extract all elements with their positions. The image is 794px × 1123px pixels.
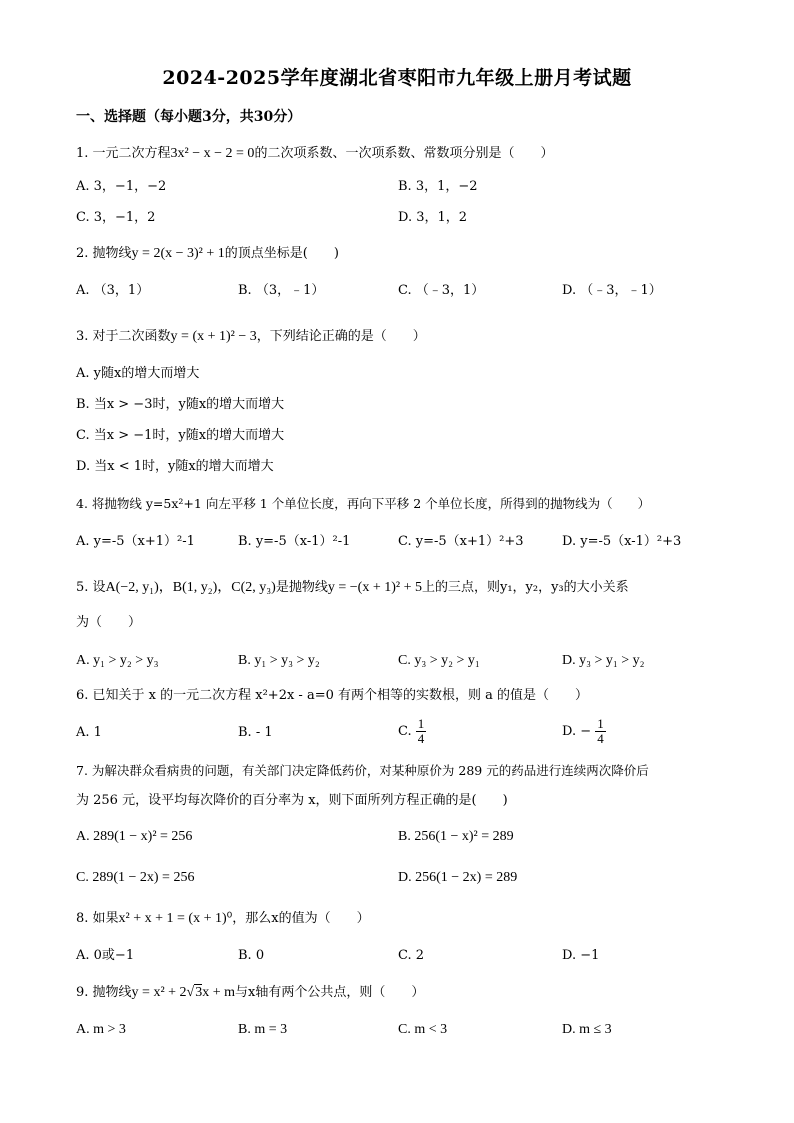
q6-c-fraction [416, 717, 427, 746]
q5-stem-mid: 是抛物线 [275, 580, 328, 595]
q5-option-b[interactable]: B. y₁ > y₃ > y₂ [238, 653, 320, 668]
q2-stem-start: 2. 抛物线 [76, 246, 132, 261]
question-6: 6. 已知关于 x 的一元二次方程 x²+2x - a=0 有两个相等的实数根，则 a 的值是（ ） [76, 688, 589, 703]
q6-c-label: C. [398, 724, 412, 739]
q1-option-a[interactable]: A. 3，−1，−2 [76, 179, 167, 194]
q8-option-a[interactable]: A. 0或−1 [76, 948, 135, 963]
q7-option-a[interactable]: A. 289(1 − x)² = 256 [76, 829, 193, 844]
q6-d-denominator: 4 [597, 731, 604, 746]
q6-c-denominator: 4 [417, 731, 425, 746]
q9-option-a[interactable]: A. m > 3 [76, 1022, 126, 1037]
q6-d-label: D. − [562, 724, 592, 739]
q3-option-c[interactable]: C. 当x > −1时，y随x的增大而增大 [76, 428, 285, 443]
question-5 [76, 577, 629, 599]
q9-option-c[interactable]: C. m < 3 [398, 1022, 448, 1037]
sqrt-icon: √ [186, 985, 195, 1000]
q8-equation: x² + x + 1 = (x + 1)⁰ [118, 911, 233, 926]
question-3 [76, 326, 426, 348]
q5-option-a[interactable]: A. y₁ > y₂ > y₃ [76, 653, 159, 668]
q5-equation: y = −(x + 1)² + 5 [327, 580, 422, 595]
q2-option-d[interactable]: D. （﹣3，﹣1） [562, 283, 662, 298]
q1-option-b[interactable]: B. 3，1，−2 [398, 179, 478, 194]
q8-stem-end: ，那么x的值为（ ） [232, 911, 370, 926]
q3-stem-end: ，下列结论正确的是（ ） [256, 329, 426, 344]
q6-d-numerator: 1 [597, 716, 604, 731]
q2-option-c[interactable]: C. （﹣3，1） [398, 283, 485, 298]
q6-option-b[interactable]: B. - 1 [238, 725, 273, 740]
q5-stem-start: 5. 设 [76, 580, 106, 595]
q7-option-d[interactable]: D. 256(1 − 2x) = 289 [398, 870, 518, 885]
q9-equation-part1: y = x² + 2 [131, 985, 187, 1000]
question-2 [76, 243, 339, 265]
q4-option-b[interactable]: B. y=-5（x-1）²-1 [238, 534, 351, 549]
q5-stem-line2: 为（ ） [76, 615, 142, 630]
q5-option-d[interactable]: D. y₃ > y₁ > y₂ [562, 653, 645, 668]
q5-points: A(−2, y₁)，B(1, y₂)，C(2, y₃) [105, 580, 276, 595]
question-8 [76, 908, 370, 930]
q2-option-a[interactable]: A. （3，1） [76, 283, 150, 298]
q1-equation: 3x² − x − 2 = 0 [170, 146, 255, 161]
q2-option-b[interactable]: B. （3，﹣1） [238, 283, 325, 298]
q5-stem-end: 上的三点，则y₁，y₂，y₃的大小关系 [421, 580, 629, 595]
q1-stem-start: 1. 一元二次方程 [76, 146, 171, 161]
q4-option-d[interactable]: D. y=-5（x-1）²+3 [562, 534, 682, 549]
q8-option-b[interactable]: B. 0 [238, 948, 265, 963]
q2-stem-end: 的顶点坐标是( ) [224, 246, 339, 261]
q9-equation-part2: x + m [202, 985, 236, 1000]
q9-option-d[interactable]: D. m ≤ 3 [562, 1022, 612, 1037]
q3-option-a[interactable]: A. y随x的增大而增大 [76, 366, 200, 381]
q1-option-d[interactable]: D. 3，1，2 [398, 210, 468, 225]
q6-d-fraction [595, 717, 606, 746]
q8-stem-start: 8. 如果 [76, 911, 119, 926]
q1-stem-end: 的二次项系数、一次项系数、常数项分别是（ ） [254, 146, 554, 161]
q3-equation: y = (x + 1)² − 3 [170, 329, 257, 344]
q6-option-d[interactable] [562, 714, 606, 750]
exam-title: 2024-2025学年度湖北省枣阳市九年级上册月考试题 [162, 67, 632, 89]
question-9 [76, 982, 424, 1004]
question-1 [76, 143, 553, 165]
q6-option-c[interactable] [398, 714, 426, 750]
question-4: 4. 将抛物线 y=5x²+1 向左平移 1 个单位长度，再向下平移 2 个单位长度，所得到的抛物线为（ ） [76, 496, 651, 511]
q3-stem-start: 3. 对于二次函数 [76, 329, 171, 344]
q9-stem-start: 9. 抛物线 [76, 985, 132, 1000]
section-heading: 一、选择题（每小题3分，共30分） [76, 109, 302, 125]
q2-equation: y = 2(x − 3)² + 1 [131, 246, 225, 261]
q4-option-a[interactable]: A. y=-5（x+1）²-1 [76, 534, 195, 549]
q7-option-b[interactable]: B. 256(1 − x)² = 289 [398, 829, 514, 844]
q5-option-c[interactable]: C. y₃ > y₂ > y₁ [398, 653, 480, 668]
q3-option-d[interactable]: D. 当x < 1时，y随x的增大而增大 [76, 459, 274, 474]
q3-option-b[interactable]: B. 当x > −3时，y随x的增大而增大 [76, 397, 285, 412]
q6-option-a[interactable]: A. 1 [76, 725, 102, 740]
q1-option-c[interactable]: C. 3，−1，2 [76, 210, 156, 225]
q4-option-c[interactable]: C. y=-5（x+1）²+3 [398, 534, 524, 549]
question-7-line2: 为 256 元，设平均每次降价的百分率为 x，则下面所列方程正确的是( ) [76, 793, 508, 808]
q9-option-b[interactable]: B. m = 3 [238, 1022, 288, 1037]
q9-radicand: 3 [195, 985, 203, 1000]
q6-c-numerator: 1 [417, 716, 425, 731]
q8-option-d[interactable]: D. −1 [562, 948, 600, 963]
q8-option-c[interactable]: C. 2 [398, 948, 425, 963]
question-7-line1: 7. 为解决群众看病贵的问题，有关部门决定降低药价，对某种原价为 289 元的药品进行连续两次降价后 [76, 763, 649, 778]
q9-stem-end: 与x轴有两个公共点，则（ ） [235, 985, 425, 1000]
q7-option-c[interactable]: C. 289(1 − 2x) = 256 [76, 870, 195, 885]
